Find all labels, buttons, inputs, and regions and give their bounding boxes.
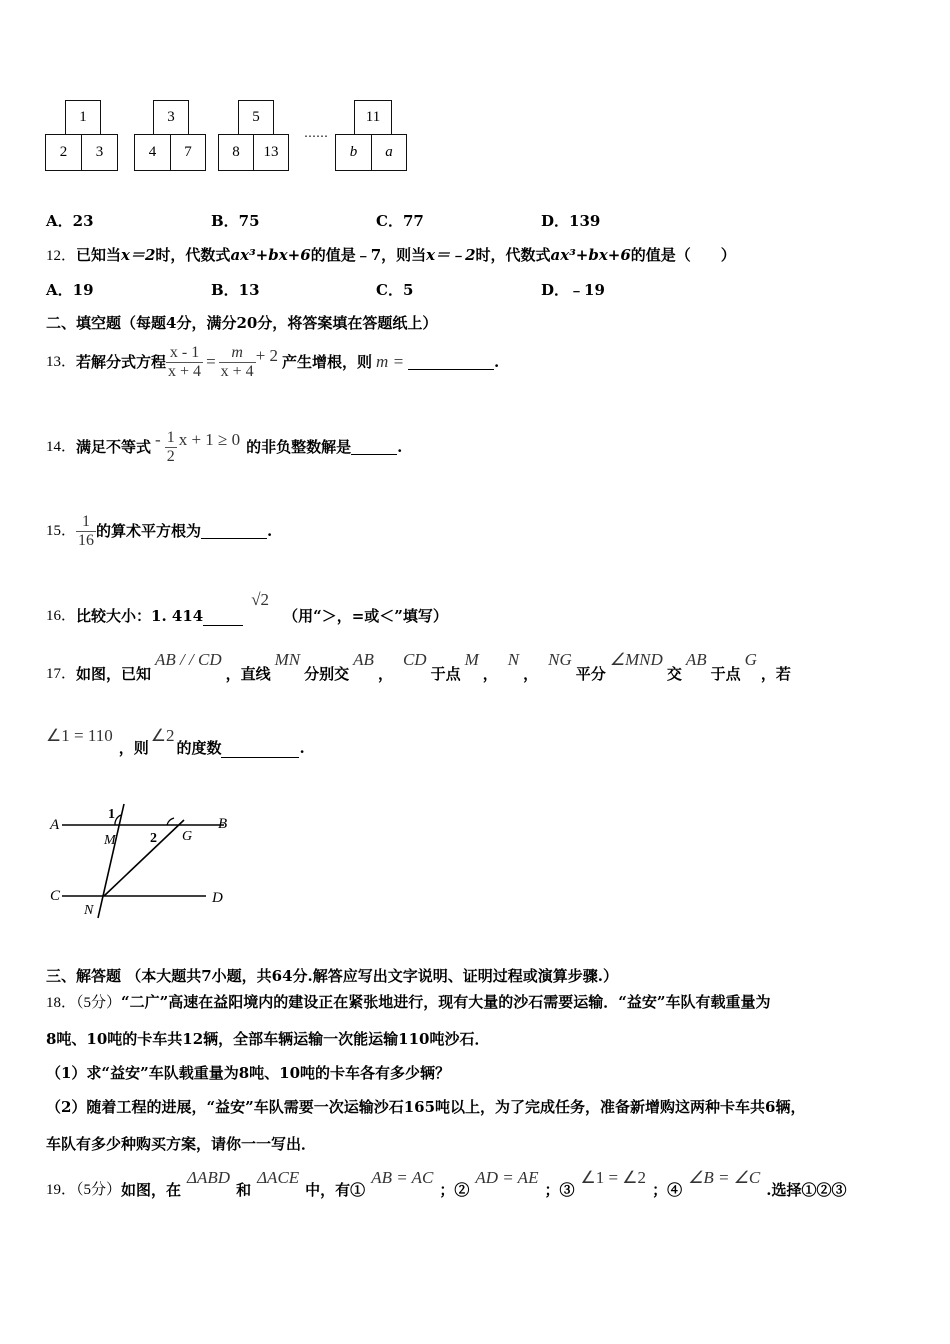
q19-m1: ΔABD xyxy=(187,1168,231,1187)
q11-option-a: A．23 xyxy=(46,212,94,230)
q12-cond1: x＝2 xyxy=(121,246,156,264)
label-n: N xyxy=(84,903,94,918)
section-2-heading: 二、填空题（每题4分，满分20分，将答案填在答题纸上） xyxy=(46,314,438,332)
box-3-left: 8 xyxy=(218,134,254,171)
question-18-part-2-line-2: 车队有多少种购买方案，请你一一写出． xyxy=(46,1135,317,1153)
q17-t11: ，若 xyxy=(760,665,791,683)
q16-pre: 比较大小：1. 414 xyxy=(76,607,204,625)
q15-end: . xyxy=(267,522,273,540)
label-angle-2: 2 xyxy=(150,831,157,846)
q13-post: 产生增根，则 xyxy=(282,353,373,371)
q17-t9: 交 xyxy=(666,665,682,683)
q14-end: . xyxy=(397,438,403,456)
box-2-top: 3 xyxy=(153,100,189,135)
q12-option-b: B．13 xyxy=(211,281,260,299)
q19-t3: 中，有① xyxy=(305,1181,366,1199)
q17-angle2: ∠2 xyxy=(150,726,175,745)
label-angle-1: 1 xyxy=(108,807,115,822)
q13-fraction-1 xyxy=(166,344,203,381)
q17-angle1: ∠1 = 110 xyxy=(46,726,113,745)
q17-number: 17． xyxy=(46,666,77,682)
q19-m2: ΔACE xyxy=(257,1168,300,1187)
q17-t1: 如图，已知 xyxy=(76,665,152,683)
q17-t6: ， xyxy=(482,665,498,683)
q13-answer-blank[interactable] xyxy=(408,354,494,370)
q13-fraction-2 xyxy=(219,344,256,381)
line-ng xyxy=(104,820,184,896)
q15-frac-num: 1 xyxy=(76,513,96,532)
q14-frac-den: 2 xyxy=(166,447,175,465)
box-3-top: 5 xyxy=(238,100,274,135)
label-b: B xyxy=(218,816,228,832)
q17-line2-t1: ，则 xyxy=(118,739,149,757)
angle-2-arc xyxy=(167,818,174,825)
q13-frac1-num: x - 1 xyxy=(166,344,203,363)
q13-number: 13． xyxy=(46,354,77,370)
question-18-part-2-line-1: （2）随着工程的进展，“益安”车队需要一次运输沙石165吨以上，为了完成任务，准备新增购这两种卡车共6辆， xyxy=(46,1098,806,1116)
q17-m9: AB xyxy=(685,650,707,669)
question-15 xyxy=(46,506,272,556)
q12-option-c: C．5 xyxy=(376,281,414,299)
q15-post: 的算术平方根为 xyxy=(96,522,202,540)
box-4-left: b xyxy=(335,134,372,171)
q19-t1: 如图，在 xyxy=(121,1181,182,1199)
question-14 xyxy=(46,424,402,470)
q12-expr-2: ax³+bx+6 xyxy=(550,246,631,264)
q13-var: m = xyxy=(376,352,405,371)
q11-option-c: C．77 xyxy=(376,212,424,230)
q19-t2: 和 xyxy=(236,1181,252,1199)
q13-frac2-num: m xyxy=(219,344,256,363)
q13-end: . xyxy=(494,353,500,371)
q17-m3: AB xyxy=(353,650,374,669)
q16-answer-blank[interactable] xyxy=(203,610,243,626)
question-18-line-1 xyxy=(46,992,771,1013)
q19-number: 19．（5分） xyxy=(46,1182,122,1198)
box-1-top: 1 xyxy=(65,100,101,135)
q15-fraction xyxy=(76,513,96,550)
q19-m3: AB = AC xyxy=(371,1168,434,1187)
q18-line1: “二广”高速在益阳境内的建设正在紧张地进行，现有大量的沙石需要运输．“益安”车队有载重量为 xyxy=(121,993,771,1011)
q19-t5: ；③ xyxy=(544,1181,575,1199)
q12-expr-1: ax³+bx+6 xyxy=(230,246,311,264)
q12-option-a: A．19 xyxy=(46,281,94,299)
box-1-right: 3 xyxy=(81,134,118,171)
q14-rest: x + 1 ≥ 0 xyxy=(178,430,241,449)
label-a: A xyxy=(50,817,60,833)
box-4-top: 11 xyxy=(354,100,392,135)
q16-number: 16． xyxy=(46,608,77,624)
q13-plus: + 2 xyxy=(255,346,279,365)
q17-m2: MN xyxy=(274,650,301,669)
label-g: G xyxy=(182,829,193,844)
parallel-lines-diagram xyxy=(44,798,244,923)
q17-end: . xyxy=(299,739,305,757)
q17-m5: M xyxy=(464,650,479,669)
q19-t4: ；② xyxy=(439,1181,470,1199)
q16-post: （用“＞，=或＜”填写） xyxy=(283,607,448,625)
q11-option-d: D．139 xyxy=(541,212,601,230)
section-3-heading: 三、解答题 （本大题共7小题，共64分.解答应写出文字说明、证明过程或演算步骤.） xyxy=(46,967,618,985)
q17-m6: N xyxy=(507,650,520,669)
box-2-right: 7 xyxy=(170,134,206,171)
q14-minus: - xyxy=(155,430,161,449)
q12-cond2: x＝﹣2 xyxy=(426,246,476,264)
q19-m4: AD = AE xyxy=(475,1168,539,1187)
q12-option-d: D．﹣19 xyxy=(541,281,605,299)
label-d: D xyxy=(212,890,223,906)
figure-ellipsis: …… xyxy=(304,126,328,140)
q13-frac1-den: x + 4 xyxy=(168,362,202,380)
q17-m10: G xyxy=(744,650,757,669)
q13-pre: 若解分式方程 xyxy=(76,353,167,371)
q14-frac-num: 1 xyxy=(166,428,175,446)
q16-sqrt: √2 xyxy=(251,590,270,609)
q17-line2-t2: 的度数 xyxy=(176,739,222,757)
q17-t5: 于点 xyxy=(430,665,461,683)
box-4-right: a xyxy=(371,134,407,171)
question-17 xyxy=(46,652,791,684)
q19-m6: ∠B = ∠C xyxy=(688,1168,761,1187)
q15-frac-den: 16 xyxy=(78,531,95,549)
q17-t7: ， xyxy=(523,665,539,683)
q17-m8: ∠MND xyxy=(609,650,663,669)
q12-number: 12． xyxy=(46,248,77,264)
question-12 xyxy=(46,245,736,266)
q17-m7: NG xyxy=(548,650,572,669)
q17-t4: ， xyxy=(377,665,393,683)
q12-text-d: 时，代数式 xyxy=(475,246,551,264)
q19-t7: .选择①②③ xyxy=(766,1181,847,1199)
q14-number: 14． xyxy=(46,439,77,455)
question-13 xyxy=(46,340,499,384)
q19-t6: ；④ xyxy=(652,1181,683,1199)
q14-fraction xyxy=(165,429,177,466)
label-c: C xyxy=(50,888,61,904)
q14-pre: 满足不等式 xyxy=(76,438,152,456)
q12-text-c: 的值是﹣7，则当 xyxy=(310,246,427,264)
q19-m5: ∠1 = ∠2 xyxy=(580,1168,647,1187)
q17-m4: CD xyxy=(402,650,427,669)
box-2-left: 4 xyxy=(134,134,171,171)
question-18-part-1: （1）求“益安”车队载重量为8吨、10吨的卡车各有多少辆？ xyxy=(46,1064,451,1082)
q12-text-a: 已知当 xyxy=(76,246,122,264)
q13-eq: = xyxy=(206,352,216,371)
box-3-right: 13 xyxy=(253,134,289,171)
q12-text-b: 时，代数式 xyxy=(155,246,231,264)
q17-t2: ，直线 xyxy=(225,665,271,683)
question-19 xyxy=(46,1168,847,1200)
q17-answer-blank[interactable] xyxy=(221,742,299,758)
q12-text-e: 的值是（ ） xyxy=(630,246,736,264)
box-1-left: 2 xyxy=(45,134,82,171)
q14-answer-blank[interactable] xyxy=(351,439,397,455)
q18-number: 18．（5分） xyxy=(46,995,122,1011)
q15-answer-blank[interactable] xyxy=(201,523,267,539)
question-16 xyxy=(46,590,448,626)
q15-number: 15． xyxy=(46,523,77,539)
q17-t8: 平分 xyxy=(575,665,606,683)
q17-t10: 于点 xyxy=(710,665,741,683)
question-17-line-2 xyxy=(46,728,305,758)
q17-t3: 分别交 xyxy=(304,665,350,683)
q11-option-b: B．75 xyxy=(211,212,260,230)
question-18-line-2: 8吨、10吨的卡车共12辆，全部车辆运输一次能运输110吨沙石． xyxy=(46,1030,490,1048)
label-m: M xyxy=(104,833,116,848)
q13-frac2-den: x + 4 xyxy=(220,362,254,380)
q14-post: 的非负整数解是 xyxy=(246,438,352,456)
q17-m1: AB / / CD xyxy=(155,650,222,669)
